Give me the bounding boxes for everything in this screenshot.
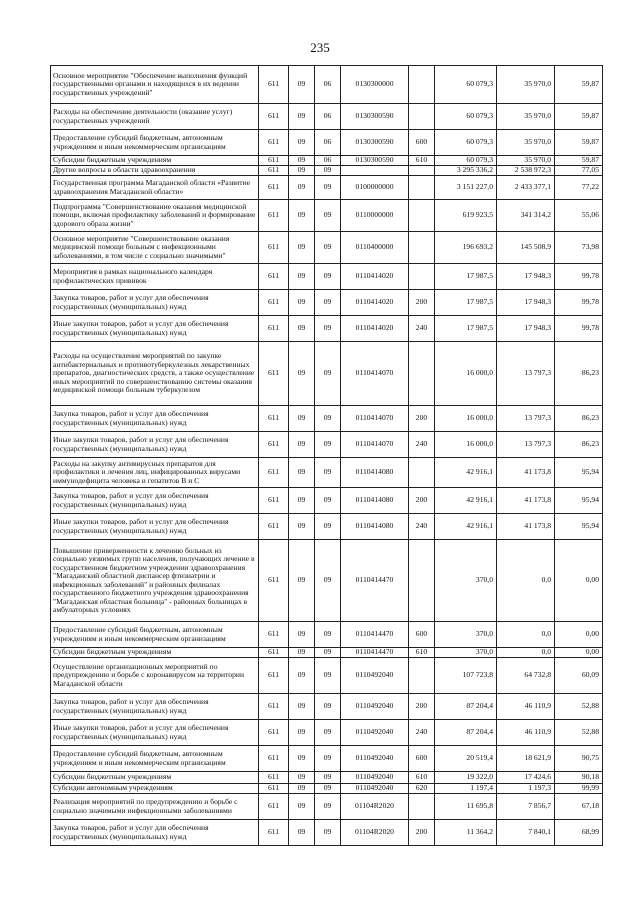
row-subsection-code: 06 bbox=[315, 156, 341, 166]
row-execution-percent: 52,88 bbox=[555, 694, 603, 720]
row-execution-percent: 86,23 bbox=[555, 342, 603, 406]
row-name: Предоставление субсидий бюджетным, автономным учреждениям и иным некоммерческим организациям bbox=[51, 622, 259, 648]
table-row bbox=[51, 648, 603, 658]
row-target-article bbox=[341, 166, 409, 176]
table-row bbox=[51, 166, 603, 176]
table-row bbox=[51, 66, 603, 104]
row-target-article: 0130300590 bbox=[341, 156, 409, 166]
row-target-article: 0110492040 bbox=[341, 694, 409, 720]
row-actual-amount: 1 197,3 bbox=[497, 784, 555, 794]
table-row bbox=[51, 432, 603, 458]
table-row bbox=[51, 820, 603, 846]
row-section-code: 09 bbox=[289, 794, 315, 820]
row-expense-type: 240 bbox=[409, 720, 435, 746]
row-section-code: 09 bbox=[289, 166, 315, 176]
row-execution-percent: 59,87 bbox=[555, 66, 603, 104]
row-expense-type: 200 bbox=[409, 290, 435, 316]
row-actual-amount: 17 424,6 bbox=[497, 772, 555, 784]
row-actual-amount: 0,0 bbox=[497, 648, 555, 658]
row-expense-type: 200 bbox=[409, 694, 435, 720]
row-planned-amount: 60 079,3 bbox=[435, 156, 497, 166]
table-row bbox=[51, 540, 603, 622]
row-name: Основное мероприятие "Совершенствование оказания медицинской помощи больным с инфекционными заболеваниями, в том числе с социально значимыми" bbox=[51, 232, 259, 264]
row-ved-code: 611 bbox=[259, 316, 289, 342]
row-execution-percent: 95,94 bbox=[555, 488, 603, 514]
row-expense-type bbox=[409, 176, 435, 200]
row-actual-amount: 41 173,8 bbox=[497, 514, 555, 540]
row-target-article: 0110492040 bbox=[341, 720, 409, 746]
row-ved-code: 611 bbox=[259, 432, 289, 458]
row-actual-amount: 13 797,3 bbox=[497, 342, 555, 406]
row-name: Закупка товаров, работ и услуг для обеспечения государственных (муниципальных) нужд bbox=[51, 406, 259, 432]
table-row bbox=[51, 772, 603, 784]
row-name: Иные закупки товаров, работ и услуг для обеспечения государственных (муниципальных) нужд bbox=[51, 514, 259, 540]
row-target-article: 0110414470 bbox=[341, 540, 409, 622]
row-planned-amount: 3 151 227,0 bbox=[435, 176, 497, 200]
row-name: Государственная программа Магаданской области «Развитие здравоохранения Магаданской области» bbox=[51, 176, 259, 200]
row-section-code: 09 bbox=[289, 514, 315, 540]
table-row bbox=[51, 290, 603, 316]
row-execution-percent: 90,18 bbox=[555, 772, 603, 784]
row-expense-type: 240 bbox=[409, 432, 435, 458]
row-planned-amount: 11 364,2 bbox=[435, 820, 497, 846]
row-expense-type: 610 bbox=[409, 648, 435, 658]
row-section-code: 09 bbox=[289, 784, 315, 794]
row-actual-amount: 7 840,1 bbox=[497, 820, 555, 846]
row-execution-percent: 77,05 bbox=[555, 166, 603, 176]
row-ved-code: 611 bbox=[259, 720, 289, 746]
row-planned-amount: 196 693,2 bbox=[435, 232, 497, 264]
row-expense-type: 610 bbox=[409, 772, 435, 784]
row-subsection-code: 09 bbox=[315, 820, 341, 846]
table-row bbox=[51, 264, 603, 290]
table-row bbox=[51, 406, 603, 432]
row-ved-code: 611 bbox=[259, 342, 289, 406]
row-subsection-code: 09 bbox=[315, 432, 341, 458]
row-expense-type: 600 bbox=[409, 622, 435, 648]
table-row bbox=[51, 514, 603, 540]
row-ved-code: 611 bbox=[259, 406, 289, 432]
row-actual-amount: 35 970,0 bbox=[497, 156, 555, 166]
row-execution-percent: 99,78 bbox=[555, 290, 603, 316]
row-execution-percent: 0,00 bbox=[555, 540, 603, 622]
row-target-article: 0110492040 bbox=[341, 746, 409, 772]
row-execution-percent: 0,00 bbox=[555, 648, 603, 658]
row-actual-amount: 41 173,8 bbox=[497, 458, 555, 488]
row-execution-percent: 59,87 bbox=[555, 156, 603, 166]
table-row bbox=[51, 794, 603, 820]
row-planned-amount: 60 079,3 bbox=[435, 66, 497, 104]
row-subsection-code: 09 bbox=[315, 694, 341, 720]
row-expense-type: 600 bbox=[409, 746, 435, 772]
row-target-article: 0130300000 bbox=[341, 66, 409, 104]
row-ved-code: 611 bbox=[259, 232, 289, 264]
row-subsection-code: 09 bbox=[315, 648, 341, 658]
row-planned-amount: 3 295 336,2 bbox=[435, 166, 497, 176]
row-target-article: 01104R2020 bbox=[341, 820, 409, 846]
row-subsection-code: 09 bbox=[315, 720, 341, 746]
row-execution-percent: 68,99 bbox=[555, 820, 603, 846]
row-planned-amount: 370,0 bbox=[435, 648, 497, 658]
row-subsection-code: 09 bbox=[315, 794, 341, 820]
row-ved-code: 611 bbox=[259, 694, 289, 720]
row-name: Осуществление организационных мероприятий по предупреждению и борьбе с коронавирусом на территории Магаданской области bbox=[51, 658, 259, 694]
row-ved-code: 611 bbox=[259, 130, 289, 156]
row-subsection-code: 09 bbox=[315, 232, 341, 264]
row-subsection-code: 09 bbox=[315, 342, 341, 406]
row-execution-percent: 99,78 bbox=[555, 316, 603, 342]
row-ved-code: 611 bbox=[259, 784, 289, 794]
table-row bbox=[51, 622, 603, 648]
row-subsection-code: 09 bbox=[315, 772, 341, 784]
row-name: Расходы на обеспечение деятельности (оказание услуг) государственных учреждений bbox=[51, 104, 259, 130]
row-actual-amount: 7 856,7 bbox=[497, 794, 555, 820]
row-planned-amount: 16 000,0 bbox=[435, 432, 497, 458]
row-execution-percent: 0,00 bbox=[555, 622, 603, 648]
row-section-code: 09 bbox=[289, 540, 315, 622]
row-section-code: 09 bbox=[289, 290, 315, 316]
row-section-code: 09 bbox=[289, 622, 315, 648]
row-ved-code: 611 bbox=[259, 156, 289, 166]
row-ved-code: 611 bbox=[259, 772, 289, 784]
row-name: Повышение приверженности к лечению больных из социально уязвимых групп населения, получающих лечение в государственном бюджетном учреждении здравоохранения "Магаданский областной диспансер фтизиатрии и инфекционных заболеваний" и районных филиалах государственного бюджетного учреждения здравоохранения "Магаданская областная больница" - районных больницах в амбулаторных условиях bbox=[51, 540, 259, 622]
row-subsection-code: 09 bbox=[315, 746, 341, 772]
row-expense-type bbox=[409, 458, 435, 488]
row-actual-amount: 41 173,8 bbox=[497, 488, 555, 514]
table-row bbox=[51, 720, 603, 746]
row-target-article: 0110000000 bbox=[341, 200, 409, 232]
row-ved-code: 611 bbox=[259, 104, 289, 130]
row-actual-amount: 2 538 972,3 bbox=[497, 166, 555, 176]
row-expense-type bbox=[409, 200, 435, 232]
table-row bbox=[51, 658, 603, 694]
row-planned-amount: 19 322,0 bbox=[435, 772, 497, 784]
row-ved-code: 611 bbox=[259, 200, 289, 232]
row-section-code: 09 bbox=[289, 694, 315, 720]
row-execution-percent: 59,87 bbox=[555, 130, 603, 156]
row-expense-type bbox=[409, 264, 435, 290]
row-target-article: 0110414080 bbox=[341, 458, 409, 488]
row-planned-amount: 619 923,5 bbox=[435, 200, 497, 232]
row-subsection-code: 06 bbox=[315, 104, 341, 130]
row-section-code: 09 bbox=[289, 746, 315, 772]
row-ved-code: 611 bbox=[259, 514, 289, 540]
row-actual-amount: 46 110,9 bbox=[497, 694, 555, 720]
row-subsection-code: 09 bbox=[315, 176, 341, 200]
row-expense-type: 200 bbox=[409, 488, 435, 514]
row-expense-type: 620 bbox=[409, 784, 435, 794]
row-section-code: 09 bbox=[289, 820, 315, 846]
row-section-code: 09 bbox=[289, 458, 315, 488]
row-target-article: 0110400000 bbox=[341, 232, 409, 264]
table-row bbox=[51, 104, 603, 130]
row-actual-amount: 35 970,0 bbox=[497, 104, 555, 130]
row-name: Другие вопросы в области здравоохранения bbox=[51, 166, 259, 176]
row-execution-percent: 67,18 bbox=[555, 794, 603, 820]
row-name: Основное мероприятие "Обеспечение выполнения функций государственными органами и находящихся в их ведении государственных учреждений" bbox=[51, 66, 259, 104]
row-ved-code: 611 bbox=[259, 264, 289, 290]
row-target-article: 0110414070 bbox=[341, 342, 409, 406]
row-actual-amount: 35 970,0 bbox=[497, 66, 555, 104]
row-planned-amount: 42 916,1 bbox=[435, 488, 497, 514]
row-subsection-code: 09 bbox=[315, 658, 341, 694]
row-planned-amount: 42 916,1 bbox=[435, 514, 497, 540]
table-row bbox=[51, 232, 603, 264]
row-expense-type bbox=[409, 104, 435, 130]
row-planned-amount: 370,0 bbox=[435, 622, 497, 648]
row-actual-amount: 0,0 bbox=[497, 540, 555, 622]
table-row bbox=[51, 130, 603, 156]
row-name: Расходы на закупку антивирусных препаратов для профилактики и лечения лиц, инфицированных вирусами иммунодефицита человека и гепатитов В и С bbox=[51, 458, 259, 488]
row-actual-amount: 35 970,0 bbox=[497, 130, 555, 156]
row-planned-amount: 16 000,0 bbox=[435, 406, 497, 432]
row-planned-amount: 1 197,4 bbox=[435, 784, 497, 794]
row-execution-percent: 86,23 bbox=[555, 432, 603, 458]
row-execution-percent: 95,94 bbox=[555, 514, 603, 540]
row-expense-type bbox=[409, 166, 435, 176]
row-name: Закупка товаров, работ и услуг для обеспечения государственных (муниципальных) нужд bbox=[51, 820, 259, 846]
row-planned-amount: 17 987,5 bbox=[435, 316, 497, 342]
row-ved-code: 611 bbox=[259, 176, 289, 200]
row-ved-code: 611 bbox=[259, 66, 289, 104]
row-ved-code: 611 bbox=[259, 746, 289, 772]
row-target-article: 0130300590 bbox=[341, 130, 409, 156]
row-name: Закупка товаров, работ и услуг для обеспечения государственных (муниципальных) нужд bbox=[51, 290, 259, 316]
row-subsection-code: 09 bbox=[315, 514, 341, 540]
row-target-article: 0130300590 bbox=[341, 104, 409, 130]
row-execution-percent: 60,09 bbox=[555, 658, 603, 694]
row-target-article: 0110492040 bbox=[341, 784, 409, 794]
row-name: Закупка товаров, работ и услуг для обеспечения государственных (муниципальных) нужд bbox=[51, 694, 259, 720]
table-row bbox=[51, 488, 603, 514]
row-name: Субсидии бюджетным учреждениям bbox=[51, 648, 259, 658]
row-ved-code: 611 bbox=[259, 622, 289, 648]
row-section-code: 09 bbox=[289, 406, 315, 432]
row-actual-amount: 17 948,3 bbox=[497, 264, 555, 290]
row-planned-amount: 42 916,1 bbox=[435, 458, 497, 488]
row-expense-type bbox=[409, 66, 435, 104]
row-target-article: 0110414020 bbox=[341, 290, 409, 316]
row-name: Предоставление субсидий бюджетным, автономным учреждениям и иным некоммерческим организациям bbox=[51, 130, 259, 156]
row-execution-percent: 95,94 bbox=[555, 458, 603, 488]
row-name: Расходы на осуществление мероприятий по закупке антибактериальных и противотуберкулезных лекарственных препаратов, диагностических средств, а также осуществление иных мероприятий по совершенствованию системы оказания медицинской помощи больным туберкулезом bbox=[51, 342, 259, 406]
row-expense-type bbox=[409, 232, 435, 264]
row-name: Субсидии автономным учреждениям bbox=[51, 784, 259, 794]
row-subsection-code: 06 bbox=[315, 66, 341, 104]
row-ved-code: 611 bbox=[259, 488, 289, 514]
row-actual-amount: 145 508,9 bbox=[497, 232, 555, 264]
row-ved-code: 611 bbox=[259, 648, 289, 658]
row-actual-amount: 46 110,9 bbox=[497, 720, 555, 746]
row-actual-amount: 341 314,2 bbox=[497, 200, 555, 232]
table-row bbox=[51, 176, 603, 200]
row-execution-percent: 99,78 bbox=[555, 264, 603, 290]
row-subsection-code: 09 bbox=[315, 406, 341, 432]
row-target-article: 01104R2020 bbox=[341, 794, 409, 820]
row-ved-code: 611 bbox=[259, 540, 289, 622]
row-target-article: 0100000000 bbox=[341, 176, 409, 200]
row-section-code: 09 bbox=[289, 156, 315, 166]
row-ved-code: 611 bbox=[259, 166, 289, 176]
table-row bbox=[51, 156, 603, 166]
row-planned-amount: 370,0 bbox=[435, 540, 497, 622]
row-section-code: 09 bbox=[289, 432, 315, 458]
row-ved-code: 611 bbox=[259, 458, 289, 488]
row-section-code: 09 bbox=[289, 316, 315, 342]
row-expense-type: 610 bbox=[409, 156, 435, 166]
row-planned-amount: 17 987,5 bbox=[435, 290, 497, 316]
row-subsection-code: 06 bbox=[315, 130, 341, 156]
row-section-code: 09 bbox=[289, 772, 315, 784]
row-expense-type: 200 bbox=[409, 406, 435, 432]
row-section-code: 09 bbox=[289, 342, 315, 406]
row-name: Иные закупки товаров, работ и услуг для обеспечения государственных (муниципальных) нужд bbox=[51, 432, 259, 458]
row-subsection-code: 09 bbox=[315, 264, 341, 290]
row-name: Реализация мероприятий по предупреждению и борьбе с социально значимыми инфекционными заболеваниями bbox=[51, 794, 259, 820]
row-planned-amount: 17 987,5 bbox=[435, 264, 497, 290]
row-section-code: 09 bbox=[289, 264, 315, 290]
row-subsection-code: 09 bbox=[315, 316, 341, 342]
row-target-article: 0110414470 bbox=[341, 648, 409, 658]
row-subsection-code: 09 bbox=[315, 540, 341, 622]
row-actual-amount: 17 948,3 bbox=[497, 316, 555, 342]
row-execution-percent: 90,75 bbox=[555, 746, 603, 772]
row-expense-type bbox=[409, 540, 435, 622]
row-section-code: 09 bbox=[289, 720, 315, 746]
row-actual-amount: 17 948,3 bbox=[497, 290, 555, 316]
row-section-code: 09 bbox=[289, 176, 315, 200]
row-section-code: 09 bbox=[289, 200, 315, 232]
row-actual-amount: 13 797,3 bbox=[497, 406, 555, 432]
row-planned-amount: 20 519,4 bbox=[435, 746, 497, 772]
row-ved-code: 611 bbox=[259, 820, 289, 846]
row-target-article: 0110414070 bbox=[341, 406, 409, 432]
row-execution-percent: 59,87 bbox=[555, 104, 603, 130]
row-section-code: 09 bbox=[289, 130, 315, 156]
budget-table-body bbox=[51, 66, 603, 846]
row-expense-type bbox=[409, 342, 435, 406]
row-expense-type bbox=[409, 658, 435, 694]
table-row bbox=[51, 316, 603, 342]
row-target-article: 0110414070 bbox=[341, 432, 409, 458]
row-name: Закупка товаров, работ и услуг для обеспечения государственных (муниципальных) нужд bbox=[51, 488, 259, 514]
row-ved-code: 611 bbox=[259, 794, 289, 820]
row-name: Мероприятия в рамках национального календаря профилактических прививок bbox=[51, 264, 259, 290]
page-number: 235 bbox=[310, 40, 330, 55]
row-subsection-code: 09 bbox=[315, 290, 341, 316]
row-planned-amount: 11 695,8 bbox=[435, 794, 497, 820]
row-target-article: 0110414080 bbox=[341, 488, 409, 514]
row-name: Субсидии бюджетным учреждениям bbox=[51, 156, 259, 166]
row-target-article: 0110414020 bbox=[341, 264, 409, 290]
row-actual-amount: 13 797,3 bbox=[497, 432, 555, 458]
row-ved-code: 611 bbox=[259, 658, 289, 694]
row-expense-type: 240 bbox=[409, 316, 435, 342]
row-actual-amount: 64 732,8 bbox=[497, 658, 555, 694]
row-name: Субсидии бюджетным учреждениям bbox=[51, 772, 259, 784]
row-ved-code: 611 bbox=[259, 290, 289, 316]
row-execution-percent: 52,88 bbox=[555, 720, 603, 746]
row-section-code: 09 bbox=[289, 232, 315, 264]
row-target-article: 0110492040 bbox=[341, 772, 409, 784]
row-name: Подпрограмма "Совершенствование оказания медицинской помощи, включая профилактику заболеваний и формирование здорового образа жизни" bbox=[51, 200, 259, 232]
row-execution-percent: 99,99 bbox=[555, 784, 603, 794]
row-execution-percent: 86,23 bbox=[555, 406, 603, 432]
row-section-code: 09 bbox=[289, 488, 315, 514]
row-section-code: 09 bbox=[289, 66, 315, 104]
row-expense-type: 600 bbox=[409, 130, 435, 156]
row-expense-type: 240 bbox=[409, 514, 435, 540]
row-expense-type: 200 bbox=[409, 820, 435, 846]
row-actual-amount: 0,0 bbox=[497, 622, 555, 648]
row-execution-percent: 77,22 bbox=[555, 176, 603, 200]
row-actual-amount: 18 621,9 bbox=[497, 746, 555, 772]
row-section-code: 09 bbox=[289, 648, 315, 658]
row-planned-amount: 60 079,3 bbox=[435, 104, 497, 130]
row-subsection-code: 09 bbox=[315, 784, 341, 794]
row-target-article: 0110414020 bbox=[341, 316, 409, 342]
row-subsection-code: 09 bbox=[315, 458, 341, 488]
row-name: Иные закупки товаров, работ и услуг для обеспечения государственных (муниципальных) нужд bbox=[51, 316, 259, 342]
row-section-code: 09 bbox=[289, 658, 315, 694]
row-subsection-code: 09 bbox=[315, 200, 341, 232]
row-actual-amount: 2 433 377,1 bbox=[497, 176, 555, 200]
row-planned-amount: 87 204,4 bbox=[435, 694, 497, 720]
row-target-article: 0110414470 bbox=[341, 622, 409, 648]
table-row bbox=[51, 746, 603, 772]
row-expense-type bbox=[409, 794, 435, 820]
table-row bbox=[51, 694, 603, 720]
budget-table bbox=[50, 65, 603, 846]
row-name: Иные закупки товаров, работ и услуг для обеспечения государственных (муниципальных) нужд bbox=[51, 720, 259, 746]
row-execution-percent: 73,98 bbox=[555, 232, 603, 264]
row-execution-percent: 55,06 bbox=[555, 200, 603, 232]
row-subsection-code: 09 bbox=[315, 488, 341, 514]
table-row bbox=[51, 200, 603, 232]
table-row bbox=[51, 784, 603, 794]
row-planned-amount: 87 204,4 bbox=[435, 720, 497, 746]
row-planned-amount: 107 723,8 bbox=[435, 658, 497, 694]
row-target-article: 0110492040 bbox=[341, 658, 409, 694]
table-row bbox=[51, 342, 603, 406]
table-row bbox=[51, 458, 603, 488]
row-section-code: 09 bbox=[289, 104, 315, 130]
row-target-article: 0110414080 bbox=[341, 514, 409, 540]
row-planned-amount: 60 079,3 bbox=[435, 130, 497, 156]
row-planned-amount: 16 000,0 bbox=[435, 342, 497, 406]
row-name: Предоставление субсидий бюджетным, автономным учреждениям и иным некоммерческим организациям bbox=[51, 746, 259, 772]
row-subsection-code: 09 bbox=[315, 622, 341, 648]
row-subsection-code: 09 bbox=[315, 166, 341, 176]
